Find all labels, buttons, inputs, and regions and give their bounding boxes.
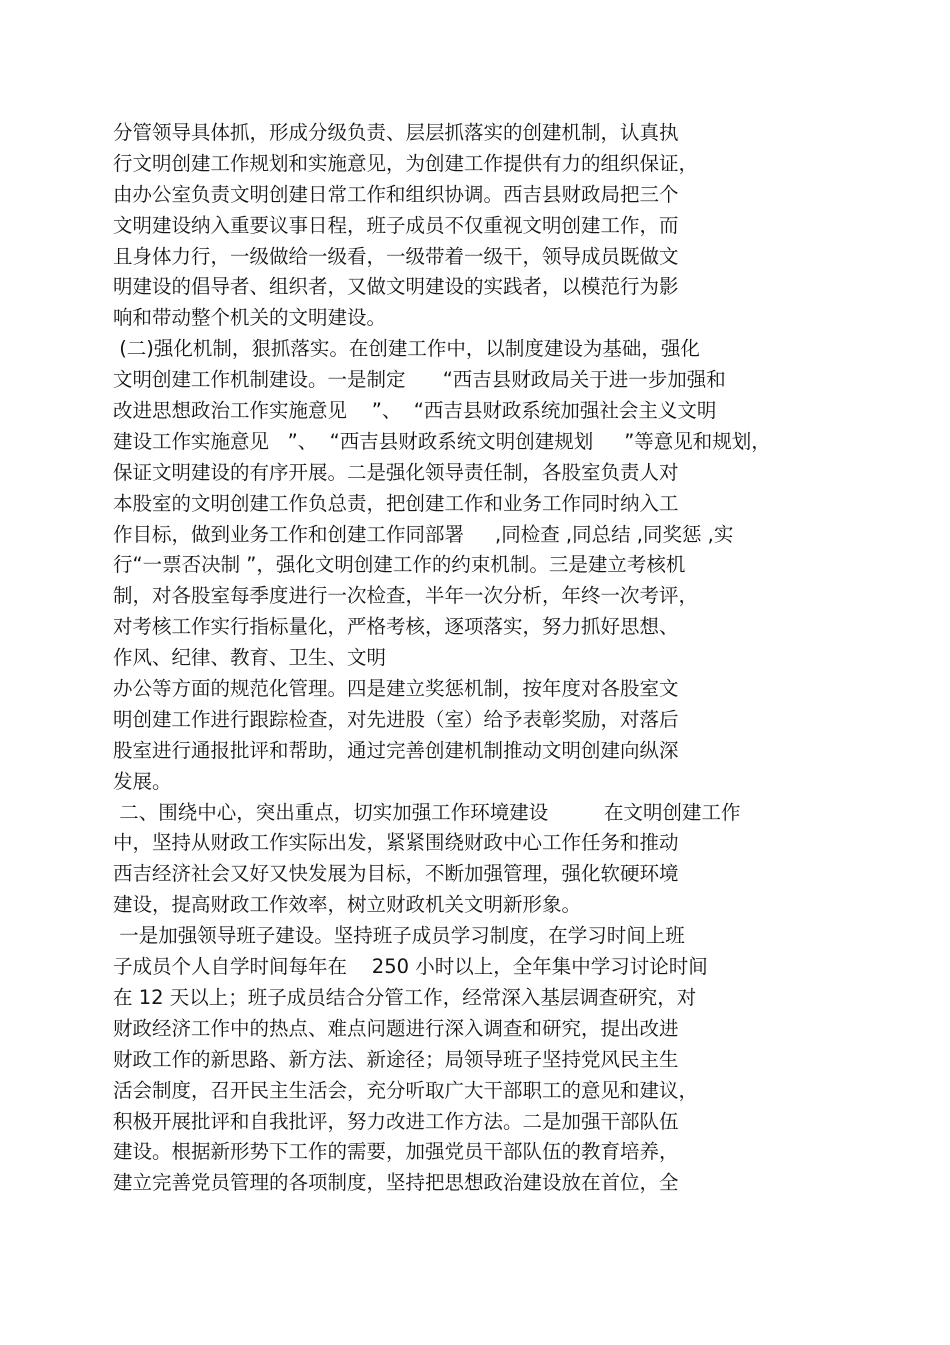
- text-line: 发展。: [113, 769, 172, 793]
- text-line: 明建设的倡导者、组织者，又做文明建设的实践者，以模范行为影: [113, 275, 679, 299]
- body-text: [113, 118, 833, 1199]
- text-line: 且身体力行，一级做给一级看，一级带着一级干，领导成员既做文: [113, 244, 679, 268]
- text-line: 西吉经济社会又好又快发展为目标，不断加强管理，强化软硬环境: [113, 862, 679, 886]
- text-line: 文明建设纳入重要议事日程，班子成员不仅重视文明创建工作，而: [113, 213, 679, 237]
- text-line: 对考核工作实行指标量化，严格考核，逐项落实，努力抓好思想、: [113, 615, 679, 639]
- text-line: 子成员个人自学时间每年在 250 小时以上，全年集中学习讨论时间: [113, 955, 708, 979]
- text-line: 财政工作的新思路、新方法、新途径；局领导班子坚持党风民主生: [113, 1047, 679, 1071]
- text-line: 作目标，做到业务工作和创建工作同部署 ,同检查 ,同总结 ,同奖惩 ,实: [113, 522, 734, 546]
- text-line: 股室进行通报批评和帮助，通过完善创建机制推动文明创建向纵深: [113, 738, 679, 762]
- text-line: 中，坚持从财政工作实际出发，紧紧围绕财政中心工作任务和推动: [113, 831, 679, 855]
- text-line: 响和带动整个机关的文明建设。: [113, 306, 387, 330]
- text-line: 建设工作实施意见 ”、 “西吉县财政系统文明创建规划 ”等意见和规划，: [113, 429, 771, 453]
- text-line: 积极开展批评和自我批评，努力改进工作方法。二是加强干部队伍: [113, 1109, 679, 1133]
- text-line: 行文明创建工作规划和实施意见，为创建工作提供有力的组织保证，: [113, 151, 699, 175]
- text-line: 作风、纪律、教育、卫生、文明: [113, 646, 387, 670]
- text-line: 分管领导具体抓，形成分级负责、层层抓落实的创建机制，认真执: [113, 121, 679, 144]
- text-line: 建设，提高财政工作效率，树立财政机关文明新形象。: [113, 893, 582, 917]
- text-line: 改进思想政治工作实施意见 ”、 “西吉县财政系统加强社会主义文明: [113, 399, 717, 423]
- text-line: 二、围绕中心，突出重点，切实加强工作环境建设 在文明创建工作: [113, 800, 741, 824]
- text-line: 行“一票否决制 ”，强化文明创建工作的约束机制。三是建立考核机: [113, 553, 686, 577]
- text-line: 建设。根据新形势下工作的需要，加强党员干部队伍的教育培养，: [113, 1140, 679, 1164]
- text-line: (二)强化机制，狠抓落实。在创建工作中，以制度建设为基础，强化: [113, 337, 700, 361]
- text-line: 制，对各股室每季度进行一次检查，半年一次分析，年终一次考评，: [113, 584, 699, 608]
- text-line: 保证文明建设的有序开展。二是强化领导责任制，各股室负责人对: [113, 460, 679, 484]
- text-line: 由办公室负责文明创建日常工作和组织协调。西吉县财政局把三个: [113, 182, 679, 206]
- text-line: 本股室的文明创建工作负总责，把创建工作和业务工作同时纳入工: [113, 491, 679, 515]
- text-line: 文明创建工作机制建设。一是制定 “西吉县财政局关于进一步加强和: [113, 368, 726, 392]
- text-line: 在 12 天以上；班子成员结合分管工作，经常深入基层调查研究，对: [113, 985, 697, 1009]
- text-line: 一是加强领导班子建设。坚持班子成员学习制度，在学习时间上班: [113, 924, 685, 948]
- text-line: 活会制度，召开民主生活会，充分听取广大干部职工的意见和建议，: [113, 1078, 699, 1102]
- text-line: 明创建工作进行跟踪检查，对先进股（室）给予表彰奖励，对落后: [113, 707, 679, 731]
- text-line: 办公等方面的规范化管理。四是建立奖惩机制，按年度对各股室文: [113, 677, 679, 701]
- text-line: 财政经济工作中的热点、难点问题进行深入调查和研究，提出改进: [113, 1016, 679, 1040]
- text-line: 建立完善党员管理的各项制度，坚持把思想政治建设放在首位，全: [113, 1171, 679, 1195]
